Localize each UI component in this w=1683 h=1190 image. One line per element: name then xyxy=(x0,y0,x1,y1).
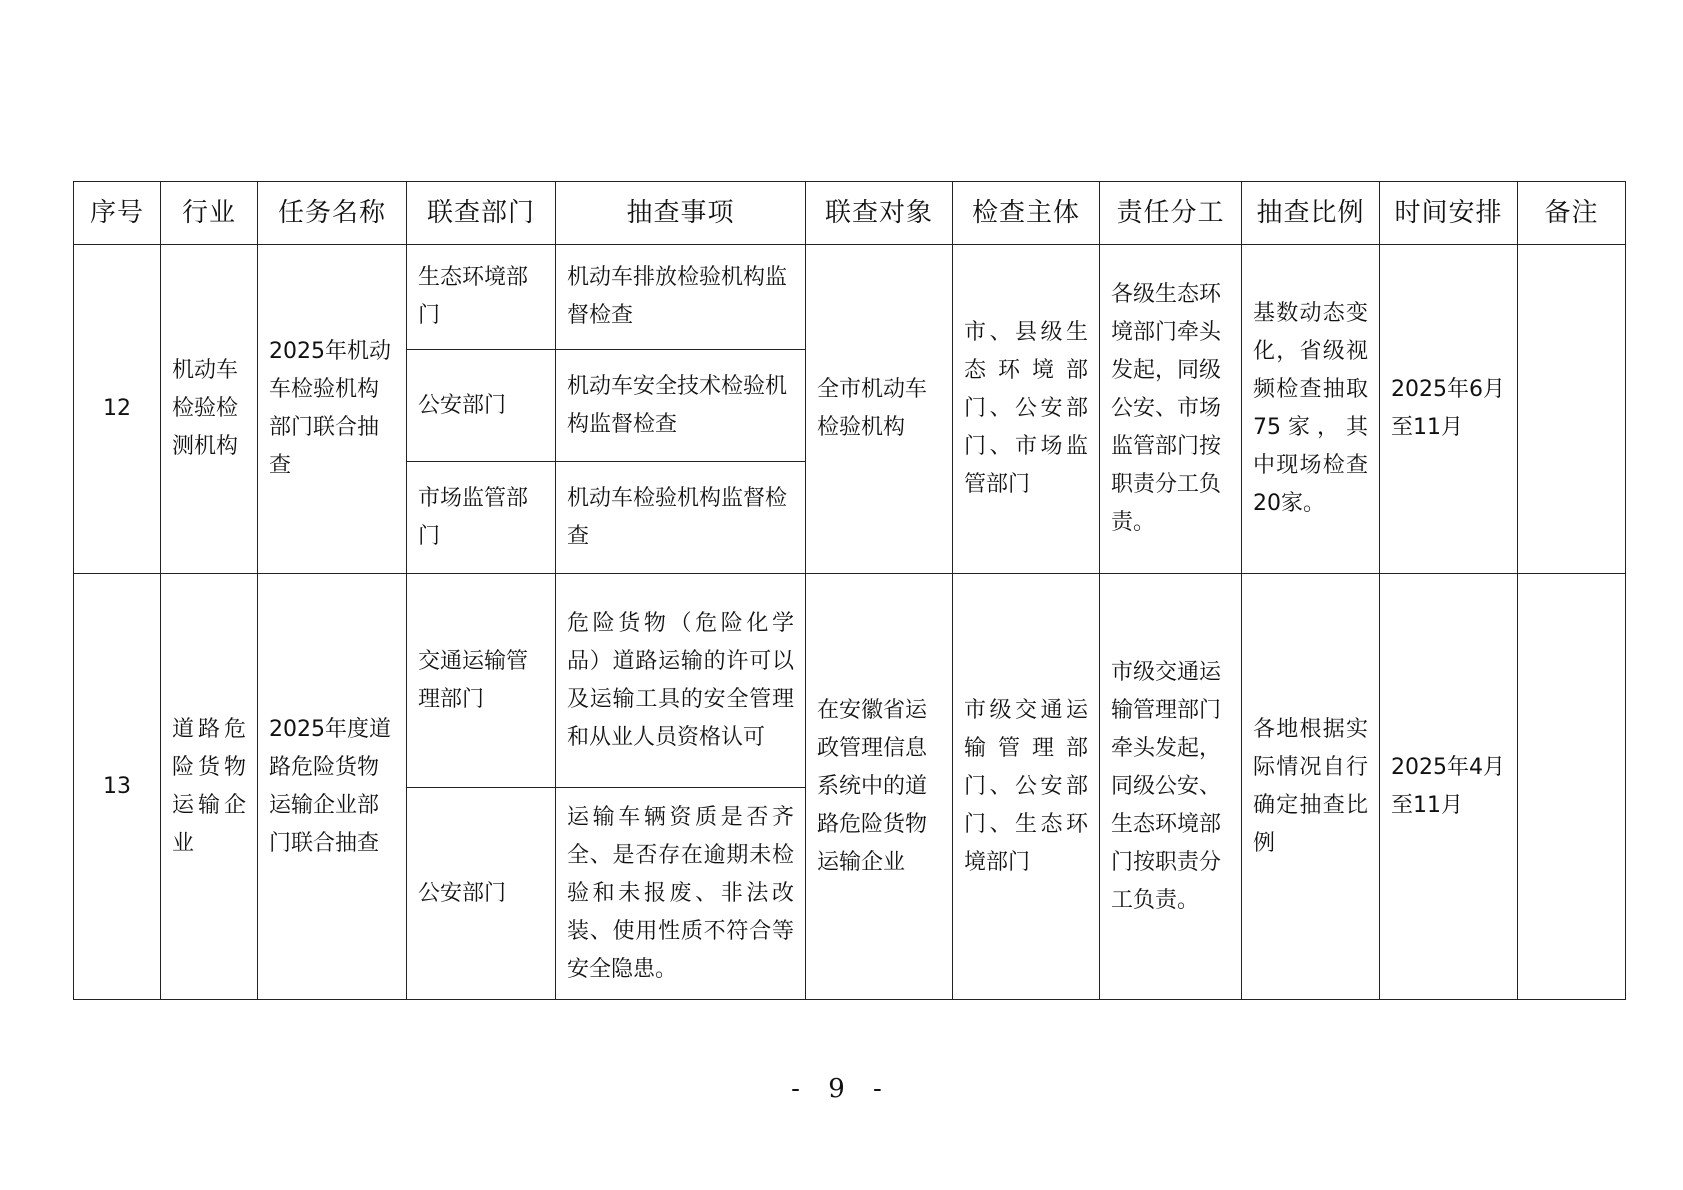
row-target: 在安徽省运政管理信息系统中的道路危险货物运输企业 xyxy=(806,574,953,1000)
row-task: 2025年机动车检验机构部门联合抽查 xyxy=(258,245,407,574)
row-item: 机动车检验机构监督检查 xyxy=(556,462,806,574)
header-subject: 检查主体 xyxy=(953,182,1100,245)
inspection-table xyxy=(73,181,1626,1000)
row-subject: 市、县级生态环境部门、公安部门、市场监管部门 xyxy=(953,245,1100,574)
row-task: 2025年度道路危险货物运输企业部门联合抽查 xyxy=(258,574,407,1000)
row-dept: 市场监管部门 xyxy=(407,462,556,574)
header-target: 联查对象 xyxy=(806,182,953,245)
header-item: 抽查事项 xyxy=(556,182,806,245)
row-time: 2025年4月至11月 xyxy=(1380,574,1518,1000)
header-row xyxy=(74,182,1626,245)
row-no: 12 xyxy=(74,245,161,574)
inspection-table-wrapper xyxy=(73,181,1625,999)
row-remark xyxy=(1518,245,1626,574)
row-industry: 机动车检验检测机构 xyxy=(161,245,258,574)
row-dept: 生态环境部门 xyxy=(407,245,556,350)
header-ratio: 抽查比例 xyxy=(1242,182,1380,245)
header-no: 序号 xyxy=(74,182,161,245)
row-remark xyxy=(1518,574,1626,1000)
page-number: - 9 - xyxy=(791,1074,892,1104)
row-item: 运输车辆资质是否齐全、是否存在逾期未检验和未报废、非法改装、使用性质不符合等安全隐患。 xyxy=(556,788,806,1000)
row-dept: 公安部门 xyxy=(407,350,556,462)
row-dept: 交通运输管理部门 xyxy=(407,574,556,788)
header-time: 时间安排 xyxy=(1380,182,1518,245)
row-item: 危险货物（危险化学品）道路运输的许可以及运输工具的安全管理和从业人员资格认可 xyxy=(556,574,806,788)
row-industry: 道路危险货物运输企业 xyxy=(161,574,258,1000)
row-ratio: 各地根据实际情况自行确定抽查比例 xyxy=(1242,574,1380,1000)
row-duty: 市级交通运输管理部门牵头发起，同级公安、生态环境部门按职责分工负责。 xyxy=(1100,574,1242,1000)
table-row xyxy=(74,574,1626,788)
header-task: 任务名称 xyxy=(258,182,407,245)
row-item: 机动车排放检验机构监督检查 xyxy=(556,245,806,350)
row-target: 全市机动车检验机构 xyxy=(806,245,953,574)
row-ratio: 基数动态变化，省级视频检查抽取75家，其中现场检查20家。 xyxy=(1242,245,1380,574)
header-duty: 责任分工 xyxy=(1100,182,1242,245)
table-row xyxy=(74,245,1626,350)
row-dept: 公安部门 xyxy=(407,788,556,1000)
row-subject: 市级交通运输管理部门、公安部门、生态环境部门 xyxy=(953,574,1100,1000)
header-remark: 备注 xyxy=(1518,182,1626,245)
row-time: 2025年6月至11月 xyxy=(1380,245,1518,574)
row-item: 机动车安全技术检验机构监督检查 xyxy=(556,350,806,462)
header-industry: 行业 xyxy=(161,182,258,245)
header-dept: 联查部门 xyxy=(407,182,556,245)
row-duty: 各级生态环境部门牵头发起，同级公安、市场监管部门按职责分工负责。 xyxy=(1100,245,1242,574)
row-no: 13 xyxy=(74,574,161,1000)
